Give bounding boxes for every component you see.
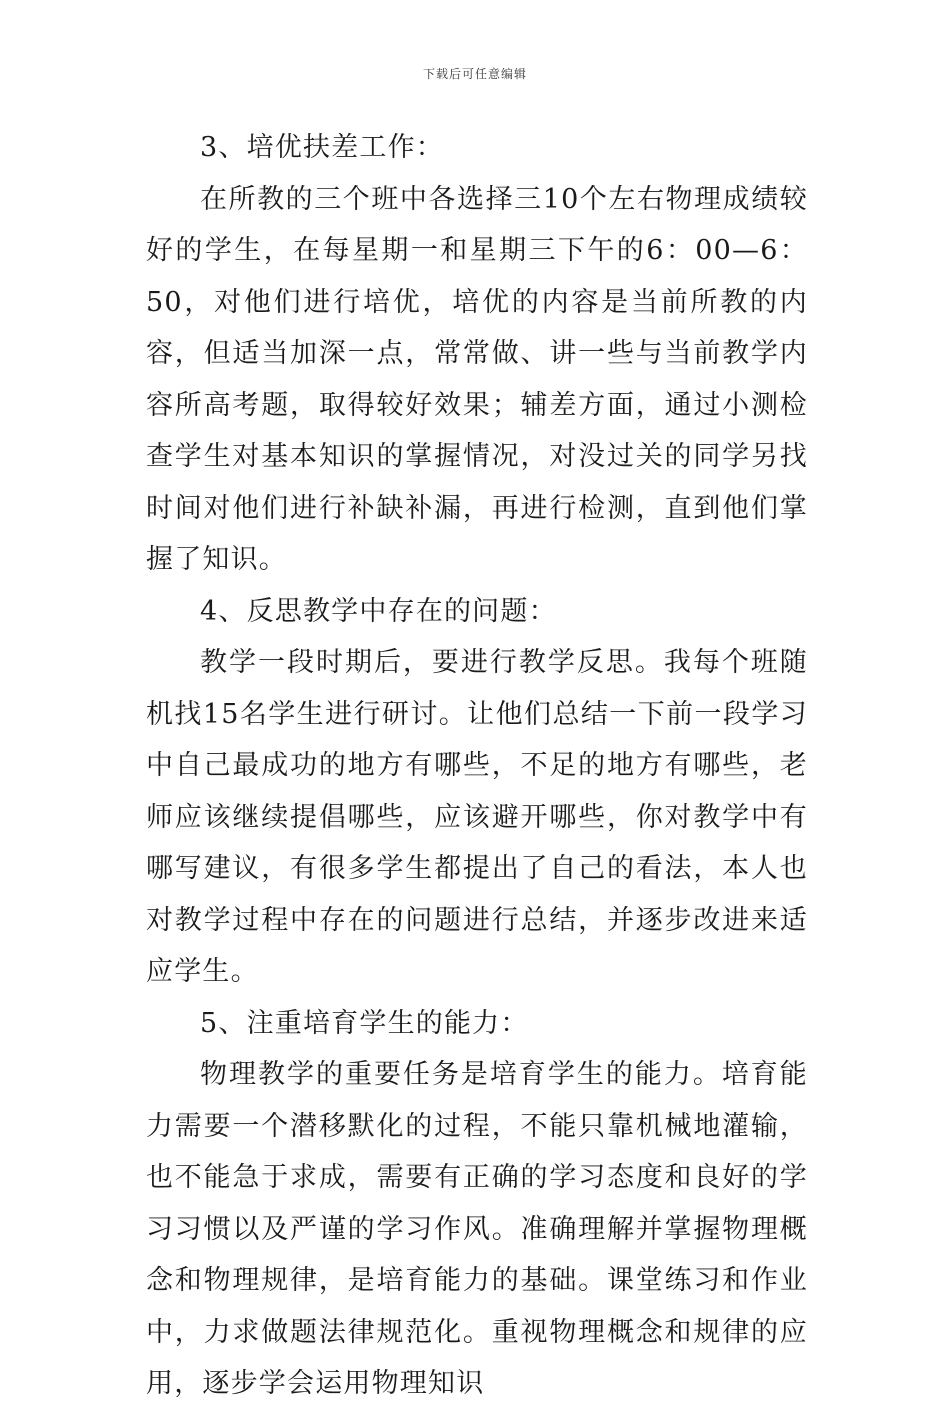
document-body: [146, 122, 808, 1410]
paragraph-ability: 物理教学的重要任务是培育学生的能力。培育能力需要一个潜移默化的过程，不能只靠机械地灌输，也不能急于求成，需要有正确的学习态度和良好的学习习惯以及严谨的学习作风。准确理解并掌握物理概念和物理规律，是培育能力的基础。课堂练习和作业中，力求做题法律规范化。重视物理概念和规律的应用，逐步学会运用物理知识: [146, 1059, 808, 1399]
section-heading-4: 4、反思教学中存在的问题：: [200, 595, 557, 627]
header-note: 下载后可任意编辑: [422, 67, 527, 81]
paragraph-tutoring: 在所教的三个班中各选择三10个左右物理成绩较好的学生，在每星期一和星期三下午的6：00—6：50，对他们进行培优，培优的内容是当前所教的内容，但适当加深一点，常常做、讲一些与当前教学内容所高考题，取得较好效果；辅差方面，通过小测检查学生对基本知识的掌握情况，对没过关的同学另找时间对他们进行补缺补漏，再进行检测，直到他们掌握了知识。: [146, 183, 808, 575]
paragraph-reflection: 教学一段时期后，要进行教学反思。我每个班随机找15名学生进行研讨。让他们总结一下前一段学习中自己最成功的地方有哪些，不足的地方有哪些，老师应该继续提倡哪些，应该避开哪些，你对教学中有哪写建议，有很多学生都提出了自己的看法，本人也对教学过程中存在的问题进行总结，并逐步改进来适应学生。: [146, 647, 808, 987]
section-heading-5: 5、注重培育学生的能力：: [200, 1007, 529, 1039]
section-heading-3: 3、培优扶差工作：: [200, 132, 444, 163]
